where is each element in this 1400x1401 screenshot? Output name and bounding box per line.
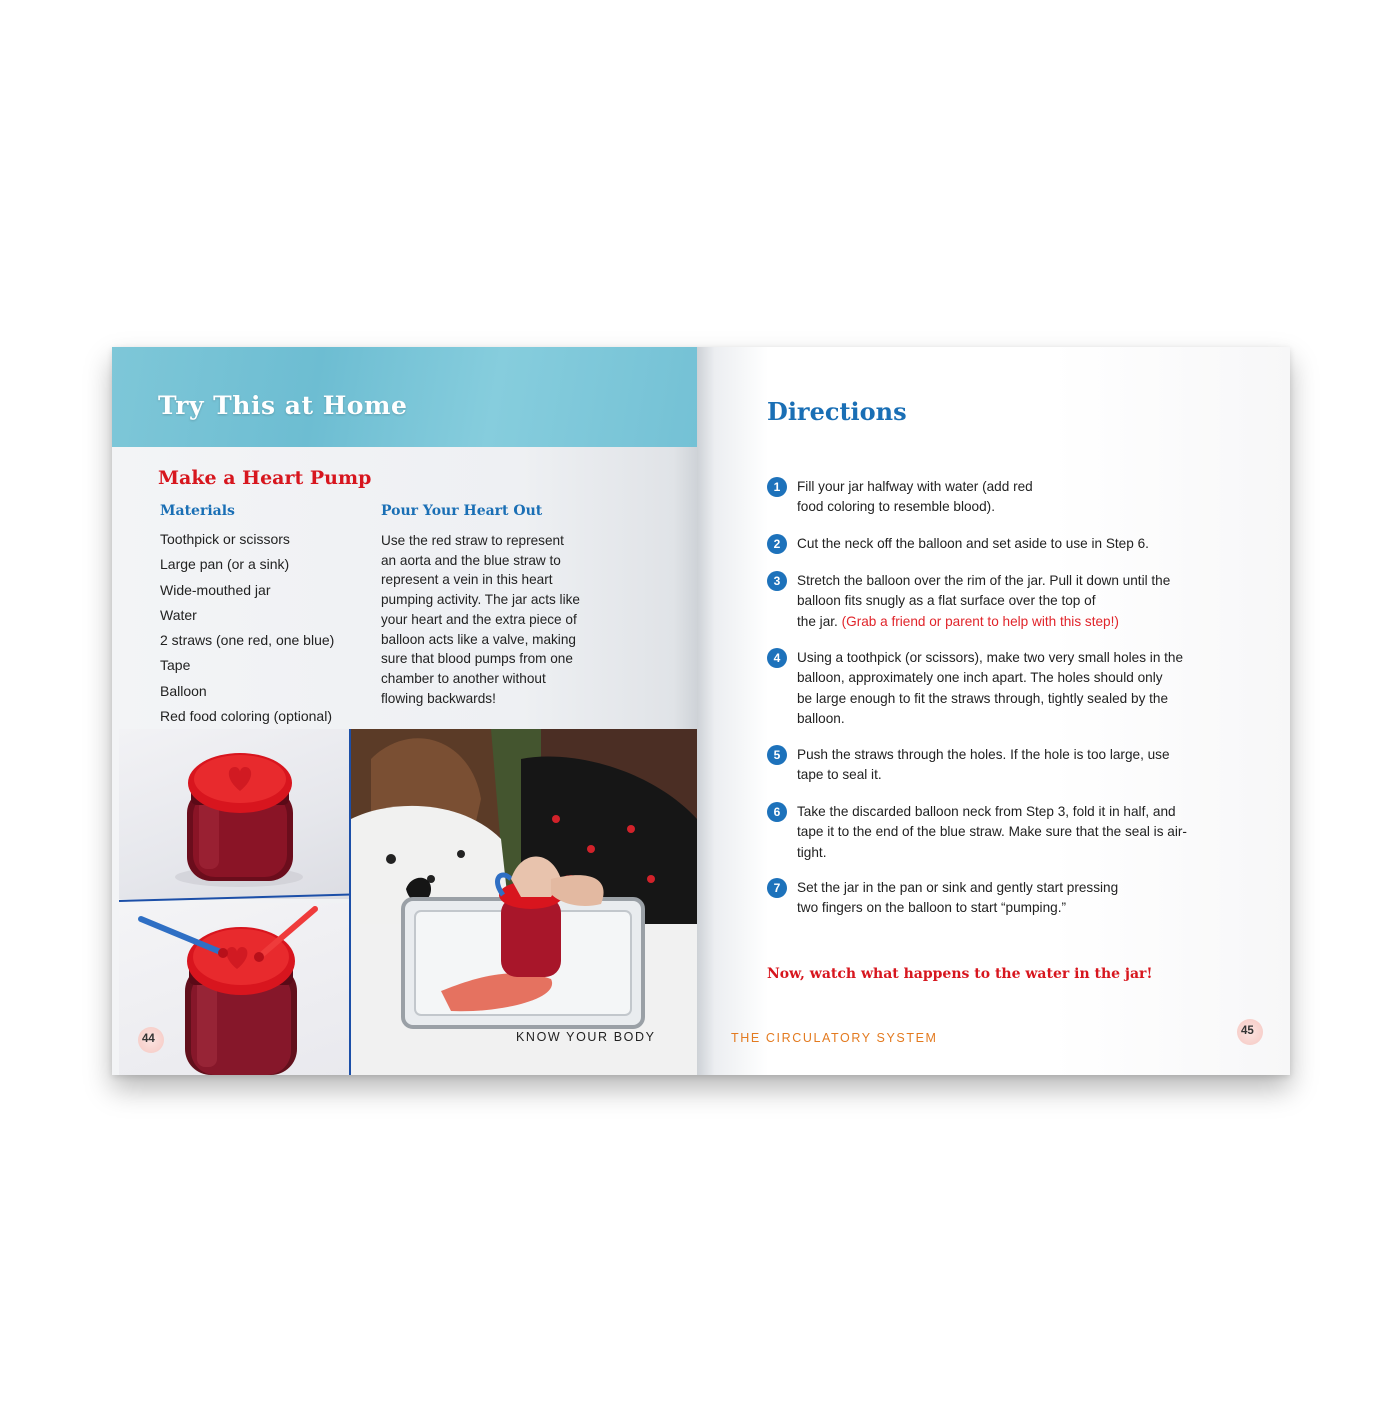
- materials-list: [160, 529, 334, 731]
- pour-line: Use the red straw to represent: [381, 533, 564, 548]
- closing-callout: Now, watch what happens to the water in the jar!: [767, 966, 1153, 982]
- right-page: [697, 347, 1290, 1075]
- step-number-badge: 5: [767, 745, 787, 765]
- kids-pumping-jar-photo: [351, 729, 697, 1075]
- step-number-badge: 1: [767, 477, 787, 497]
- banner: [112, 347, 697, 447]
- step-number-badge: 3: [767, 571, 787, 591]
- step-text: Fill your jar halfway with water (add red food coloring to resemble blood).: [797, 479, 1033, 515]
- running-footer-left: KNOW YOUR BODY: [516, 1030, 656, 1044]
- pour-line: chamber to another without: [381, 670, 546, 686]
- page-number-right: 45: [1241, 1025, 1254, 1037]
- running-header-right: THE CIRCULATORY SYSTEM: [731, 1031, 938, 1045]
- pour-line: represent a vein in this heart: [381, 572, 553, 588]
- materials-heading: Materials: [160, 503, 235, 519]
- step-text: Set the jar in the pan or sink and gently start pressing two fingers on the balloon to start “pumping.”: [797, 880, 1119, 916]
- step-text: Take the discarded balloon neck from Step 3, fold it in half, and tape it to the end of the blue straw. Make sure that the seal is air- tight.: [797, 804, 1187, 860]
- step-text: Cut the neck off the balloon and set aside to use in Step 6.: [797, 536, 1149, 551]
- pour-paragraph: [381, 531, 613, 708]
- pour-line: an aorta and the blue straw to: [381, 552, 561, 568]
- step-text: Using a toothpick (or scissors), make two very small holes in the balloon, approximately one inch apart. The holes should only be large enough to fit the straws through, tightly sealed by the balloon.: [797, 650, 1184, 726]
- material-item: Wide-mouthed jar: [160, 581, 271, 598]
- material-item: Red food coloring (optional): [160, 708, 332, 725]
- material-item: Water: [160, 606, 197, 623]
- banner-title: Try This at Home: [158, 391, 408, 420]
- pour-line: flowing backwards!: [381, 690, 496, 706]
- step-highlight: (Grab a friend or parent to help with this step!): [841, 613, 1119, 629]
- step-text: Push the straws through the holes. If the hole is too large, use tape to seal it.: [797, 747, 1170, 783]
- material-item: Large pan (or a sink): [160, 556, 290, 573]
- step-text: Stretch the balloon over the rim of the jar. Pull it down until the balloon fits snugly as a flat surface over the top of the jar. (Grab a friend or parent to help with this step!): [797, 573, 1171, 629]
- pour-line: your heart and the extra piece of: [381, 611, 577, 627]
- step-number-badge: 2: [767, 534, 787, 554]
- pour-line: sure that blood pumps from one: [381, 651, 573, 667]
- pour-line: balloon acts like a valve, making: [381, 631, 576, 647]
- material-item: 2 straws (one red, one blue): [160, 632, 335, 649]
- material-item: Balloon: [160, 682, 207, 699]
- step-number-badge: 4: [767, 648, 787, 668]
- step-number-badge: 6: [767, 802, 787, 822]
- book-spread: [112, 347, 1290, 1075]
- directions-title: Directions: [767, 397, 907, 426]
- material-item: Tape: [160, 657, 191, 674]
- step-number-badge: 7: [767, 878, 787, 898]
- photo-divider-vertical: [349, 729, 351, 1075]
- page-number-left: 44: [142, 1033, 155, 1045]
- pour-line: pumping activity. The jar acts like: [381, 592, 580, 608]
- jar-with-red-lid-photo: [119, 729, 349, 899]
- material-item: Toothpick or scissors: [160, 531, 290, 547]
- pour-heading: Pour Your Heart Out: [381, 503, 543, 519]
- left-page: [112, 347, 697, 1075]
- project-title: Make a Heart Pump: [158, 467, 372, 489]
